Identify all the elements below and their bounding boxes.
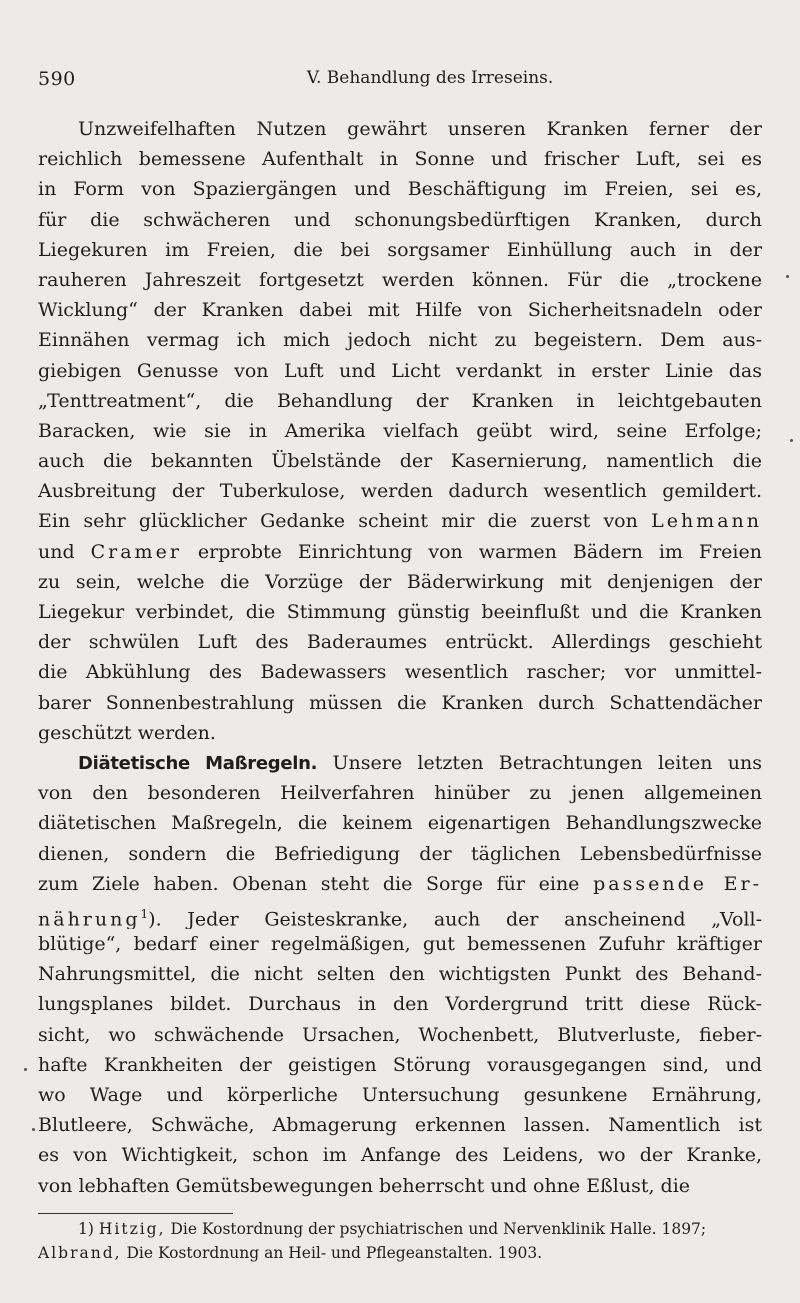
text-line: zu sein, welche die Vorzüge der Bäderwirkung mit denjenigen der (38, 570, 762, 593)
text-line: Nahrungsmittel, die nicht selten den wichtigsten Punkt des Behand- (38, 963, 762, 986)
footnote-text: Die Kostordnung an Heil- und Pflegeanstalten. 1903. (126, 1244, 543, 1262)
footnote-ref: 1 (140, 906, 149, 921)
emphasized-name: nährung (38, 908, 141, 930)
text-line: Blutleere, Schwäche, Abmagerung erkennen lassen. Namentlich ist (38, 1114, 762, 1137)
margin-speck (24, 1068, 27, 1071)
footnote-author: Hitzig, (98, 1220, 166, 1238)
text-fragment: zum Ziele haben. Obenan steht die Sorge für eine (38, 872, 580, 895)
text-fragment: und (38, 540, 75, 563)
text-line (38, 748, 762, 778)
body-text (38, 114, 762, 1201)
text-line: sicht, wo schwächende Ursachen, Wochenbett, Blutverluste, fieber- (38, 1023, 762, 1046)
footnote-rule (38, 1213, 233, 1214)
footnote (38, 1217, 762, 1241)
text-line: lungsplanes bildet. Durchaus in den Vordergrund tritt diese Rück- (38, 993, 762, 1016)
text-line: hafte Krankheiten der geistigen Störung vorausgegangen sind, und (38, 1053, 762, 1076)
emphasized-name: Cramer (90, 540, 182, 563)
page-header (38, 68, 762, 96)
page-number: 590 (38, 68, 76, 90)
text-line: giebigen Genusse von Luft und Licht verdankt in erster Linie das (38, 359, 762, 382)
text-line: der schwülen Luft des Baderaumes entrückt. Allerdings geschieht (38, 631, 762, 654)
text-line: reichlich bemessene Aufenthalt in Sonne und frischer Luft, sei es (38, 148, 762, 171)
emphasized-name: Lehmann (651, 510, 762, 533)
text-line: wo Wage und körperliche Untersuchung gesunkene Ernährung, (38, 1084, 762, 1106)
text-fragment: Unsere letzten Betrachtungen leiten uns (332, 751, 762, 774)
text-line: Wicklung“ der Kranken dabei mit Hilfe von Sicherheitsnadeln oder (38, 299, 762, 322)
text-fragment: erprobte Einrichtung von warmen Bädern im Freien (197, 540, 762, 563)
margin-speck (790, 439, 793, 442)
text-line: „Tenttreatment“, die Behandlung der Kranken in leichtgebauten (38, 389, 762, 412)
emphasized-name: passende Er- (593, 872, 762, 895)
text-line (38, 869, 762, 899)
footnote-author: Albrand, (38, 1244, 122, 1262)
footnote-text: Die Kostordnung der psychiatrischen und Nervenklinik Halle. 1897; (170, 1220, 707, 1238)
text-line (38, 506, 762, 536)
running-title: V. Behandlung des Irreseins. (306, 68, 554, 88)
text-line: die Abkühlung des Badewassers wesentlich rascher; vor unmittel- (38, 661, 762, 684)
text-line (38, 537, 762, 567)
text-line: Liegekur verbindet, die Stimmung günstig beeinflußt und die Kranken (38, 601, 762, 623)
text-line: diätetischen Maßregeln, die keinem eigenartigen Behandlungszwecke (38, 812, 762, 835)
footnotes (38, 1217, 762, 1265)
text-line: Baracken, wie sie in Amerika vielfach geübt wird, seine Erfolge; (38, 419, 762, 442)
text-line: in Form von Spaziergängen und Beschäftigung im Freien, sei es, (38, 178, 762, 201)
text-line: es von Wichtigkeit, schon im Anfange des Leidens, wo der Kranke, (38, 1144, 762, 1167)
text-fragment: ). Jeder Geisteskranke, auch der anscheinend „Voll- (148, 908, 762, 930)
text-line (38, 899, 762, 929)
text-line: rauheren Jahreszeit fortgesetzt werden können. Für die „trockene (38, 268, 762, 291)
text-line: von lebhaften Gemütsbewegungen beherrscht und ohne Eßlust, die (38, 1174, 691, 1197)
text-line: Einnähen vermag ich mich jedoch nicht zu begeistern. Dem aus- (38, 329, 762, 352)
text-line: von den besonderen Heilverfahren hinüber zu jenen allgemeinen (38, 782, 762, 805)
text-line: geschützt werden. (38, 721, 216, 744)
section-heading: Diätetische Maßregeln. (78, 752, 318, 774)
text-line: Unzweifelhaften Nutzen gewährt unseren Kranken ferner der (78, 118, 762, 140)
margin-speck (786, 275, 789, 278)
margin-speck (32, 1128, 35, 1131)
text-line: auch die bekannten Übelstände der Kasernierung, namentlich die (38, 450, 762, 473)
text-line: Ausbreitung der Tuberkulose, werden dadurch wesentlich gemildert. (38, 480, 762, 503)
text-line: barer Sonnenbestrahlung müssen die Kranken durch Schattendächer (38, 691, 762, 714)
text-line: für die schwächeren und schonungsbedürftigen Kranken, durch (38, 208, 762, 231)
text-line: blütige“, bedarf einer regelmäßigen, gut bemessenen Zufuhr kräftiger (38, 933, 762, 956)
text-line: Liegekuren im Freien, die bei sorgsamer Einhüllung auch in der (38, 238, 762, 261)
footnote (38, 1241, 762, 1265)
text-fragment: Ein sehr glücklicher Gedanke scheint mir die zuerst von (38, 510, 638, 533)
footnote-mark: 1) (78, 1220, 94, 1238)
text-line: dienen, sondern die Befriedigung der täglichen Lebensbedürfnisse (38, 842, 762, 865)
